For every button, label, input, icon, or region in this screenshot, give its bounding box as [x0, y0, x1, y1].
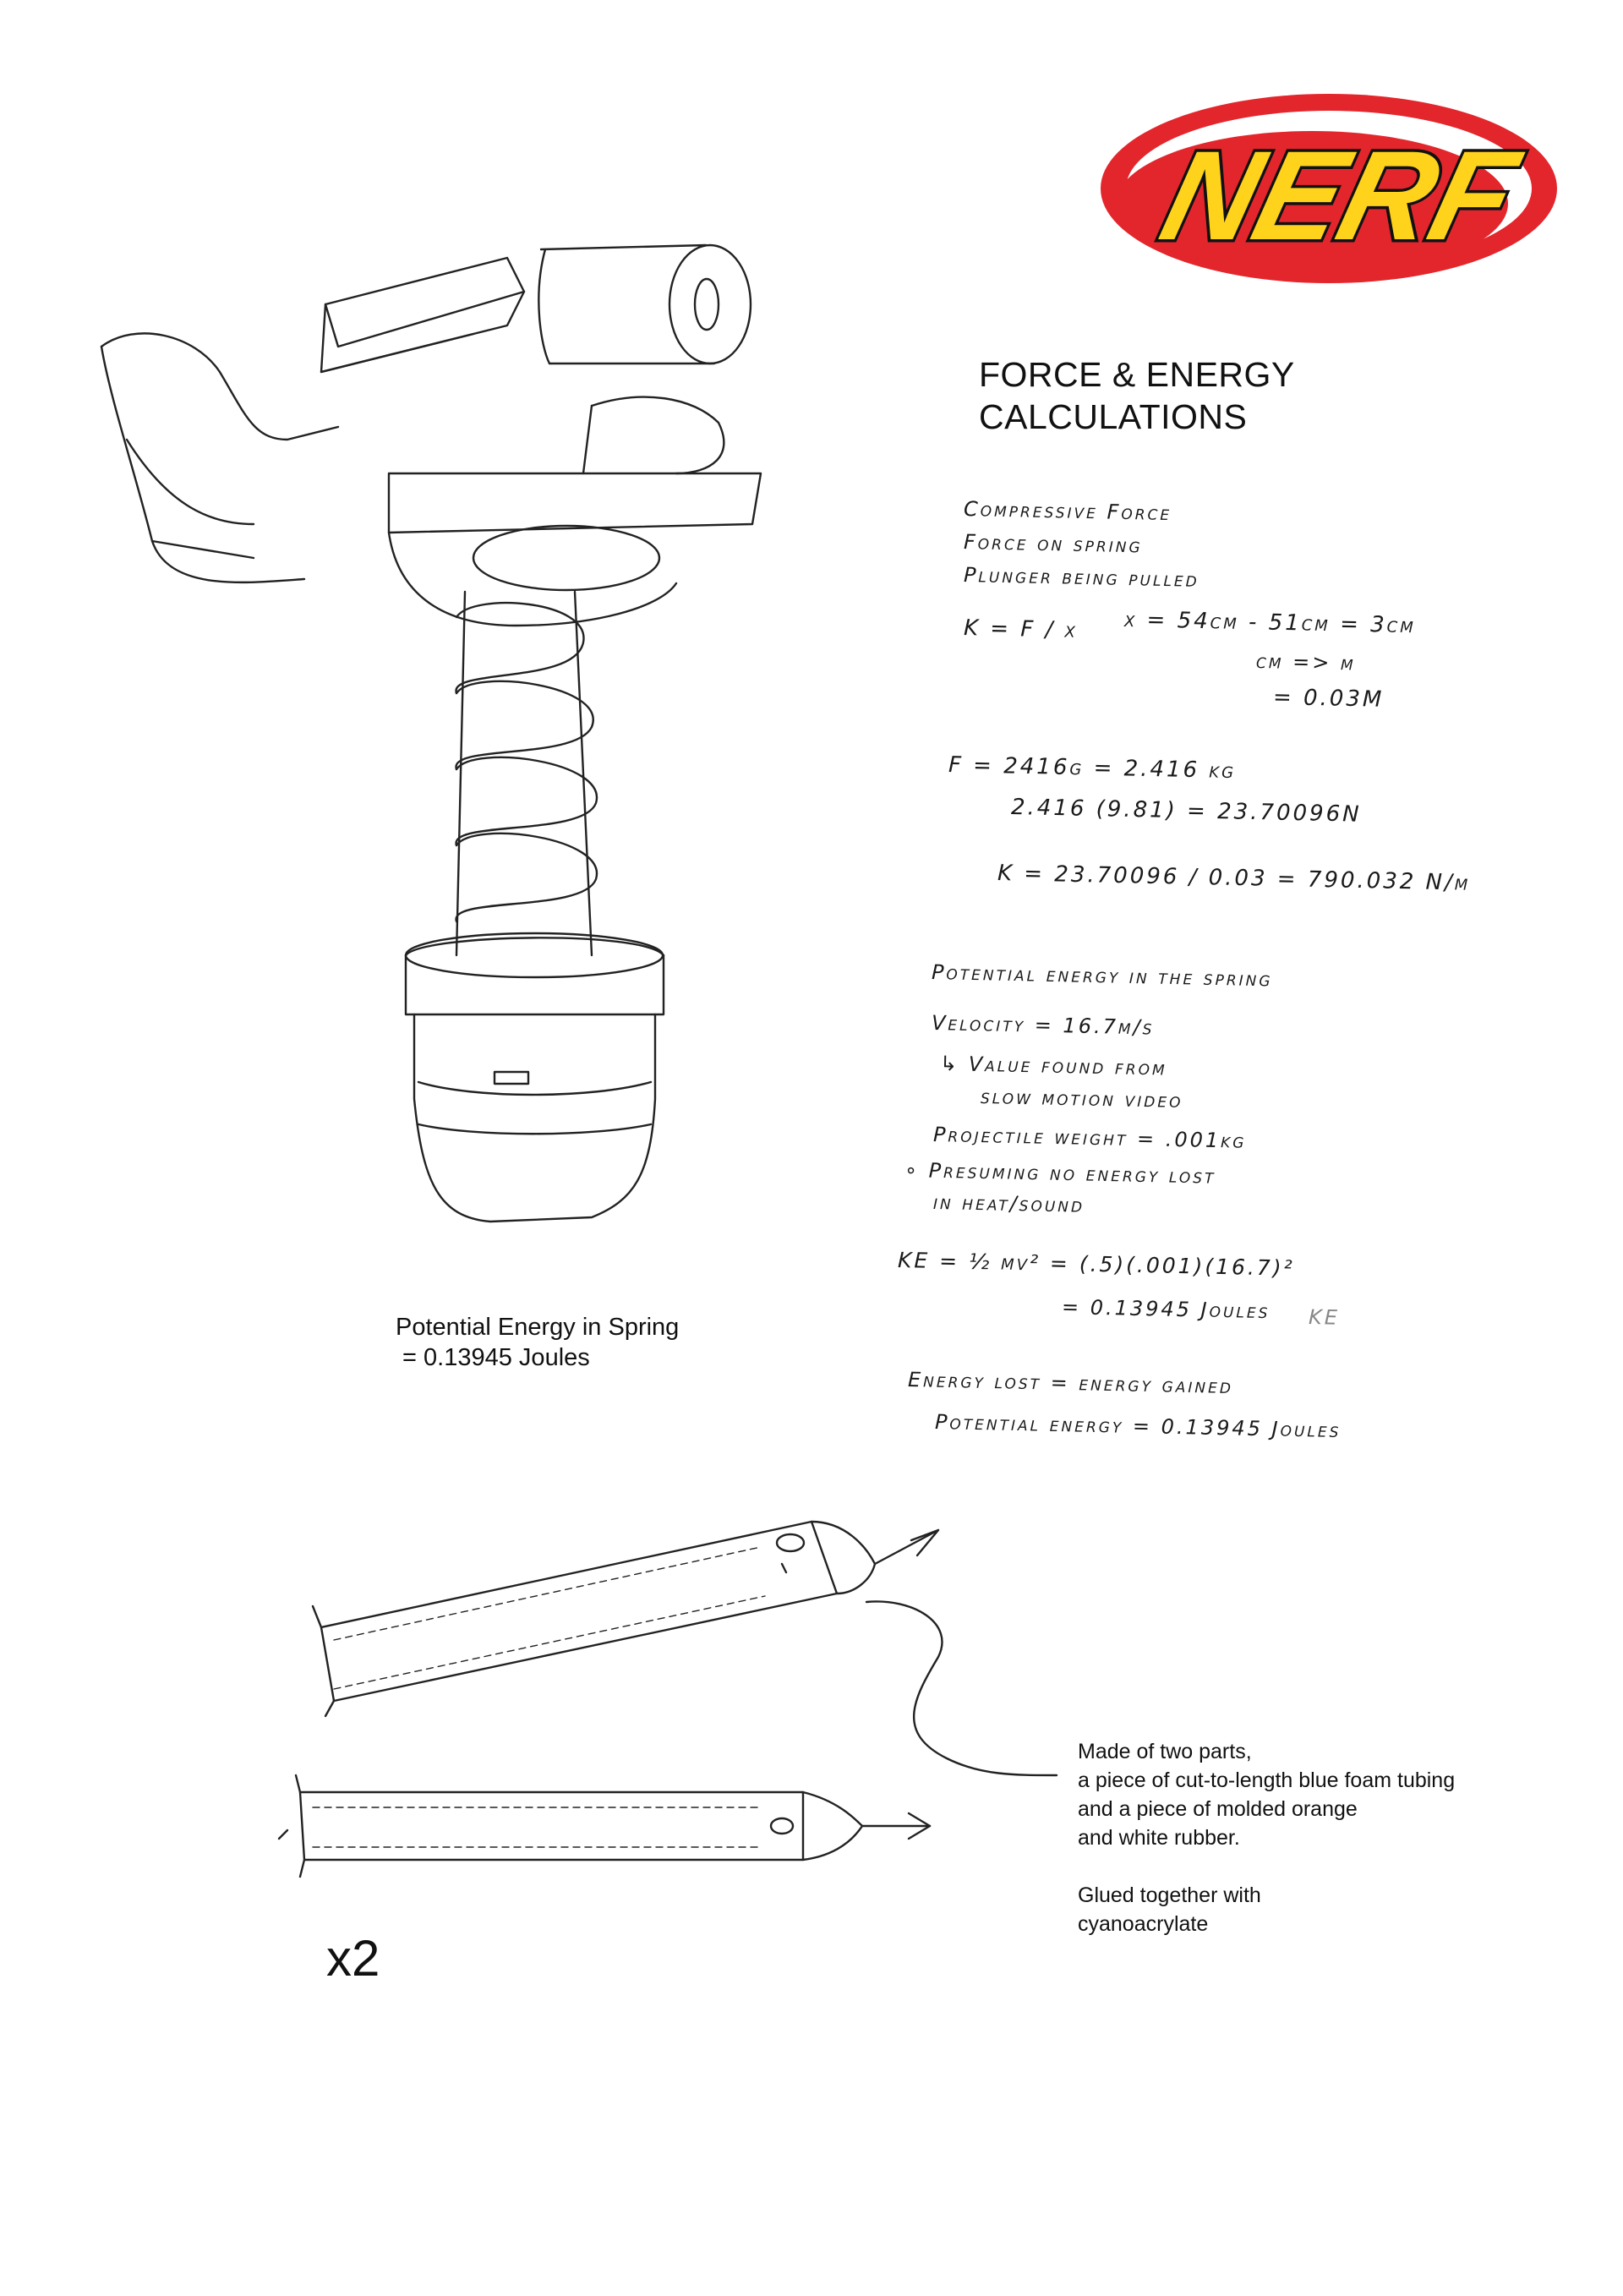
- k-formula: K = F / x: [963, 615, 1079, 643]
- value-found: ↳ Value found from: [939, 1052, 1167, 1080]
- potential-energy-caption: [396, 1312, 679, 1373]
- force-calculation: 2.416 (9.81) = 23.70096N: [1010, 795, 1362, 828]
- logo-text: NERF: [1149, 125, 1530, 267]
- force-equation: F = 2416g = 2.416 kg: [948, 752, 1237, 784]
- unit-conversion: cm => m: [1255, 649, 1356, 675]
- ke-tag: KE: [1308, 1305, 1341, 1330]
- dart-horizontal: [279, 1775, 930, 1877]
- heat-sound: in heat/sound: [932, 1190, 1085, 1217]
- k-calculation: K = 23.70096 / 0.03 = 790.032 N/m: [997, 861, 1471, 896]
- note-line-6: cyanoacrylate: [1078, 1912, 1209, 1936]
- presuming: ∘ Presuming no energy lost: [904, 1158, 1216, 1189]
- dart-angled: [313, 1522, 938, 1716]
- pe-heading: Potential energy in the spring: [931, 960, 1273, 992]
- note-line-4: and white rubber.: [1078, 1826, 1240, 1850]
- ke-result: = 0.13945 Joules: [1061, 1295, 1271, 1324]
- dart-description: [1078, 1737, 1455, 1938]
- potential-result: Potential energy = 0.13945 Joules: [934, 1410, 1342, 1443]
- energy-lost: Energy lost = energy gained: [907, 1368, 1234, 1399]
- leader-line: [866, 1601, 1057, 1775]
- page-title: [979, 353, 1295, 438]
- velocity: Velocity = 16.7m/s: [931, 1011, 1155, 1040]
- plunger-sketch: [0, 0, 845, 1268]
- calc-heading-2: Force on spring: [963, 530, 1143, 558]
- calc-heading-1: Compressive Force: [963, 497, 1172, 526]
- calc-heading-3: Plunger being pulled: [963, 563, 1200, 592]
- x-result: = 0.03M: [1272, 685, 1385, 713]
- title-line-2: CALCULATIONS: [979, 397, 1248, 436]
- note-line-1: Made of two parts,: [1078, 1740, 1252, 1763]
- pe-caption-line-1: Potential Energy in Spring: [396, 1314, 680, 1341]
- nerf-logo: [1090, 89, 1564, 300]
- x-equation: x = 54cm - 51cm = 3cm: [1123, 607, 1417, 639]
- slow-motion: slow motion video: [980, 1085, 1183, 1113]
- ke-equation: KE = ½ mv² = (.5)(.001)(16.7)²: [897, 1248, 1295, 1281]
- title-line-1: FORCE & ENERGY: [979, 355, 1295, 394]
- pe-caption-line-2: = 0.13945 Joules: [396, 1344, 590, 1371]
- projectile-weight: Projectile weight = .001kg: [932, 1123, 1247, 1153]
- note-line-3: and a piece of molded orange: [1078, 1797, 1358, 1821]
- note-line-2: a piece of cut-to-length blue foam tubing: [1078, 1768, 1456, 1792]
- note-line-5: Glued together with: [1078, 1883, 1261, 1907]
- quantity-label: x2: [326, 1930, 380, 1987]
